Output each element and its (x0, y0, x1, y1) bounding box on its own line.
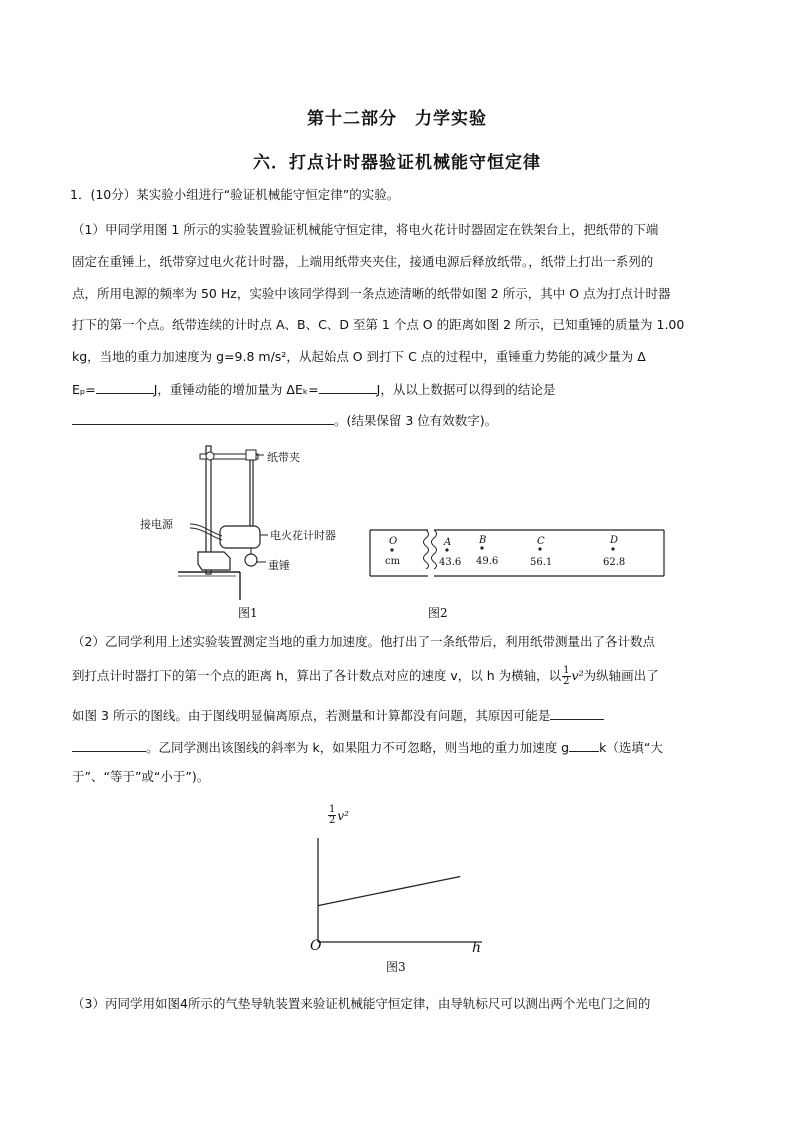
half-fraction (562, 666, 570, 687)
label-paper-clip: 纸带夹 (267, 451, 300, 464)
label-weight: 重锤 (268, 559, 290, 572)
stand-base (198, 552, 230, 570)
tape-point-d (611, 547, 614, 550)
x-axis-label: h (472, 940, 482, 956)
part1-line-5: kg，当地的重力加速度为 g=9.8 m/s²，从起始点 O 到打下 C 点的过程中，重锤重力势能的减少量为 Δ (72, 349, 646, 364)
y-axis-frac-den: 2 (329, 815, 336, 826)
precision-note: 。(结果保留 3 位有效数字)。 (334, 413, 498, 428)
tape-value-d: 62.8 (603, 557, 626, 568)
part1-line-6 (72, 379, 555, 399)
clamp-screw-icon (206, 452, 214, 460)
reason-answer-blank-1[interactable] (550, 705, 604, 720)
part3-line-1: （3）丙同学用如图4所示的气垫导轨装置来验证机械能守恒定律，由导轨标尺可以测出两个光电门之间的 (72, 996, 651, 1011)
weight-bob (245, 554, 257, 566)
part1-line-1: （1）甲同学用图 1 所示的实验装置验证机械能守恒定律，将电火花计时器固定在铁架台上，把纸带的下端 (72, 222, 659, 237)
half-fraction-den: 2 (563, 676, 570, 687)
part2-line-2-text-a: 到打点计时器打下的第一个点的距离 h，算出了各计数点对应的速度 v，以 h 为横轴，以 (72, 668, 562, 683)
label-timer: 电火花计时器 (270, 529, 336, 542)
ep-answer-blank[interactable] (96, 379, 154, 394)
figure-2-tape (368, 526, 668, 584)
half-fraction-num: 1 (563, 665, 570, 676)
data-line (318, 876, 460, 905)
part2-line-1: （2）乙同学利用上述实验装置测定当地的重力加速度。他打出了一条纸带后，利用纸带测量出了各计数点 (72, 634, 655, 649)
tape-label-b: B (479, 535, 487, 546)
conclusion-answer-blank[interactable] (72, 410, 334, 425)
tape-label-o: O (389, 536, 398, 547)
tape-break-left (424, 530, 429, 569)
part2-line-5: 于”、“等于”或“小于”)。 (72, 769, 210, 784)
y-axis-frac-num: 1 (329, 804, 336, 815)
part1-line-3: 点，所用电源的频率为 50 Hz，实验中该同学得到一条点迹清晰的纸带如图 2 所示，其中 O 点为打点计时器 (72, 286, 671, 301)
tape-unit: cm (385, 556, 401, 567)
figure-1-caption: 图1 (238, 606, 258, 620)
part2-line-2-text-b: 为纵轴画出了 (583, 668, 659, 683)
paper-clip (246, 450, 256, 460)
tape-point-c (538, 547, 541, 550)
part2-line-3-text: 如图 3 所示的图线。由于图线明显偏离原点，若测量和计算都没有问题，其原因可能是 (72, 708, 551, 723)
tape-label-a: A (444, 537, 452, 548)
part2-line-2 (72, 666, 659, 687)
ek-answer-blank[interactable] (319, 379, 377, 394)
y-axis-label (327, 805, 349, 826)
tape-value-c: 56.1 (530, 557, 553, 568)
ep-label: Eₚ= (72, 382, 96, 397)
figure-2-caption: 图2 (428, 606, 448, 620)
question-intro: 1．(10分）某实验小组进行“验证机械能守恒定律”的实验。 (70, 187, 400, 202)
part-title: 第十二部分 力学实验 (307, 109, 487, 129)
part2-line-3 (72, 705, 604, 725)
part1-line-7 (72, 410, 497, 430)
part1-line-4: 打下的第一个点。纸带连续的计时点 A、B、C、D 至第 1 个点 O 的距离如图 2 所示，已知重锤的质量为 1.00 (72, 317, 685, 332)
section-title: 六．打点计时器验证机械能守恒定律 (253, 153, 541, 173)
tape-point-b (480, 546, 483, 549)
conclusion-label: J，从以上数据可以得到的结论是 (376, 382, 556, 397)
part2-line-4 (72, 737, 663, 757)
tape-value-a: 43.6 (439, 557, 462, 568)
label-power: 接电源 (140, 518, 173, 531)
tape-label-d: D (610, 535, 619, 546)
part2-line-4-text-b: k（选填“大 (599, 740, 663, 755)
tape-break-right (432, 530, 437, 569)
figure-3-caption: 图3 (386, 960, 406, 974)
tape-point-a (445, 548, 448, 551)
y-axis-frac (328, 805, 336, 826)
origin-label: O (310, 938, 322, 954)
spark-timer (220, 526, 260, 548)
tape-label-c: C (537, 536, 545, 547)
part2-line-4-text-a: 。乙同学测出该图线的斜率为 k，如果阻力不可忽略，则当地的重力加速度 g (146, 740, 570, 755)
tape-point-o (390, 548, 393, 551)
part1-line-2: 固定在重锤上，纸带穿过电火花计时器，上端用纸带夹夹住，接通电源后释放纸带。，纸带上打出一系列的 (72, 254, 654, 269)
ek-label: J，重锤动能的增加量为 ΔEₖ= (153, 382, 319, 397)
v-squared: v² (571, 668, 584, 683)
tape-value-b: 49.6 (476, 556, 499, 567)
y-axis-var: v² (337, 809, 349, 823)
reason-answer-blank-2[interactable] (72, 737, 146, 752)
g-compare-blank[interactable] (569, 737, 599, 752)
